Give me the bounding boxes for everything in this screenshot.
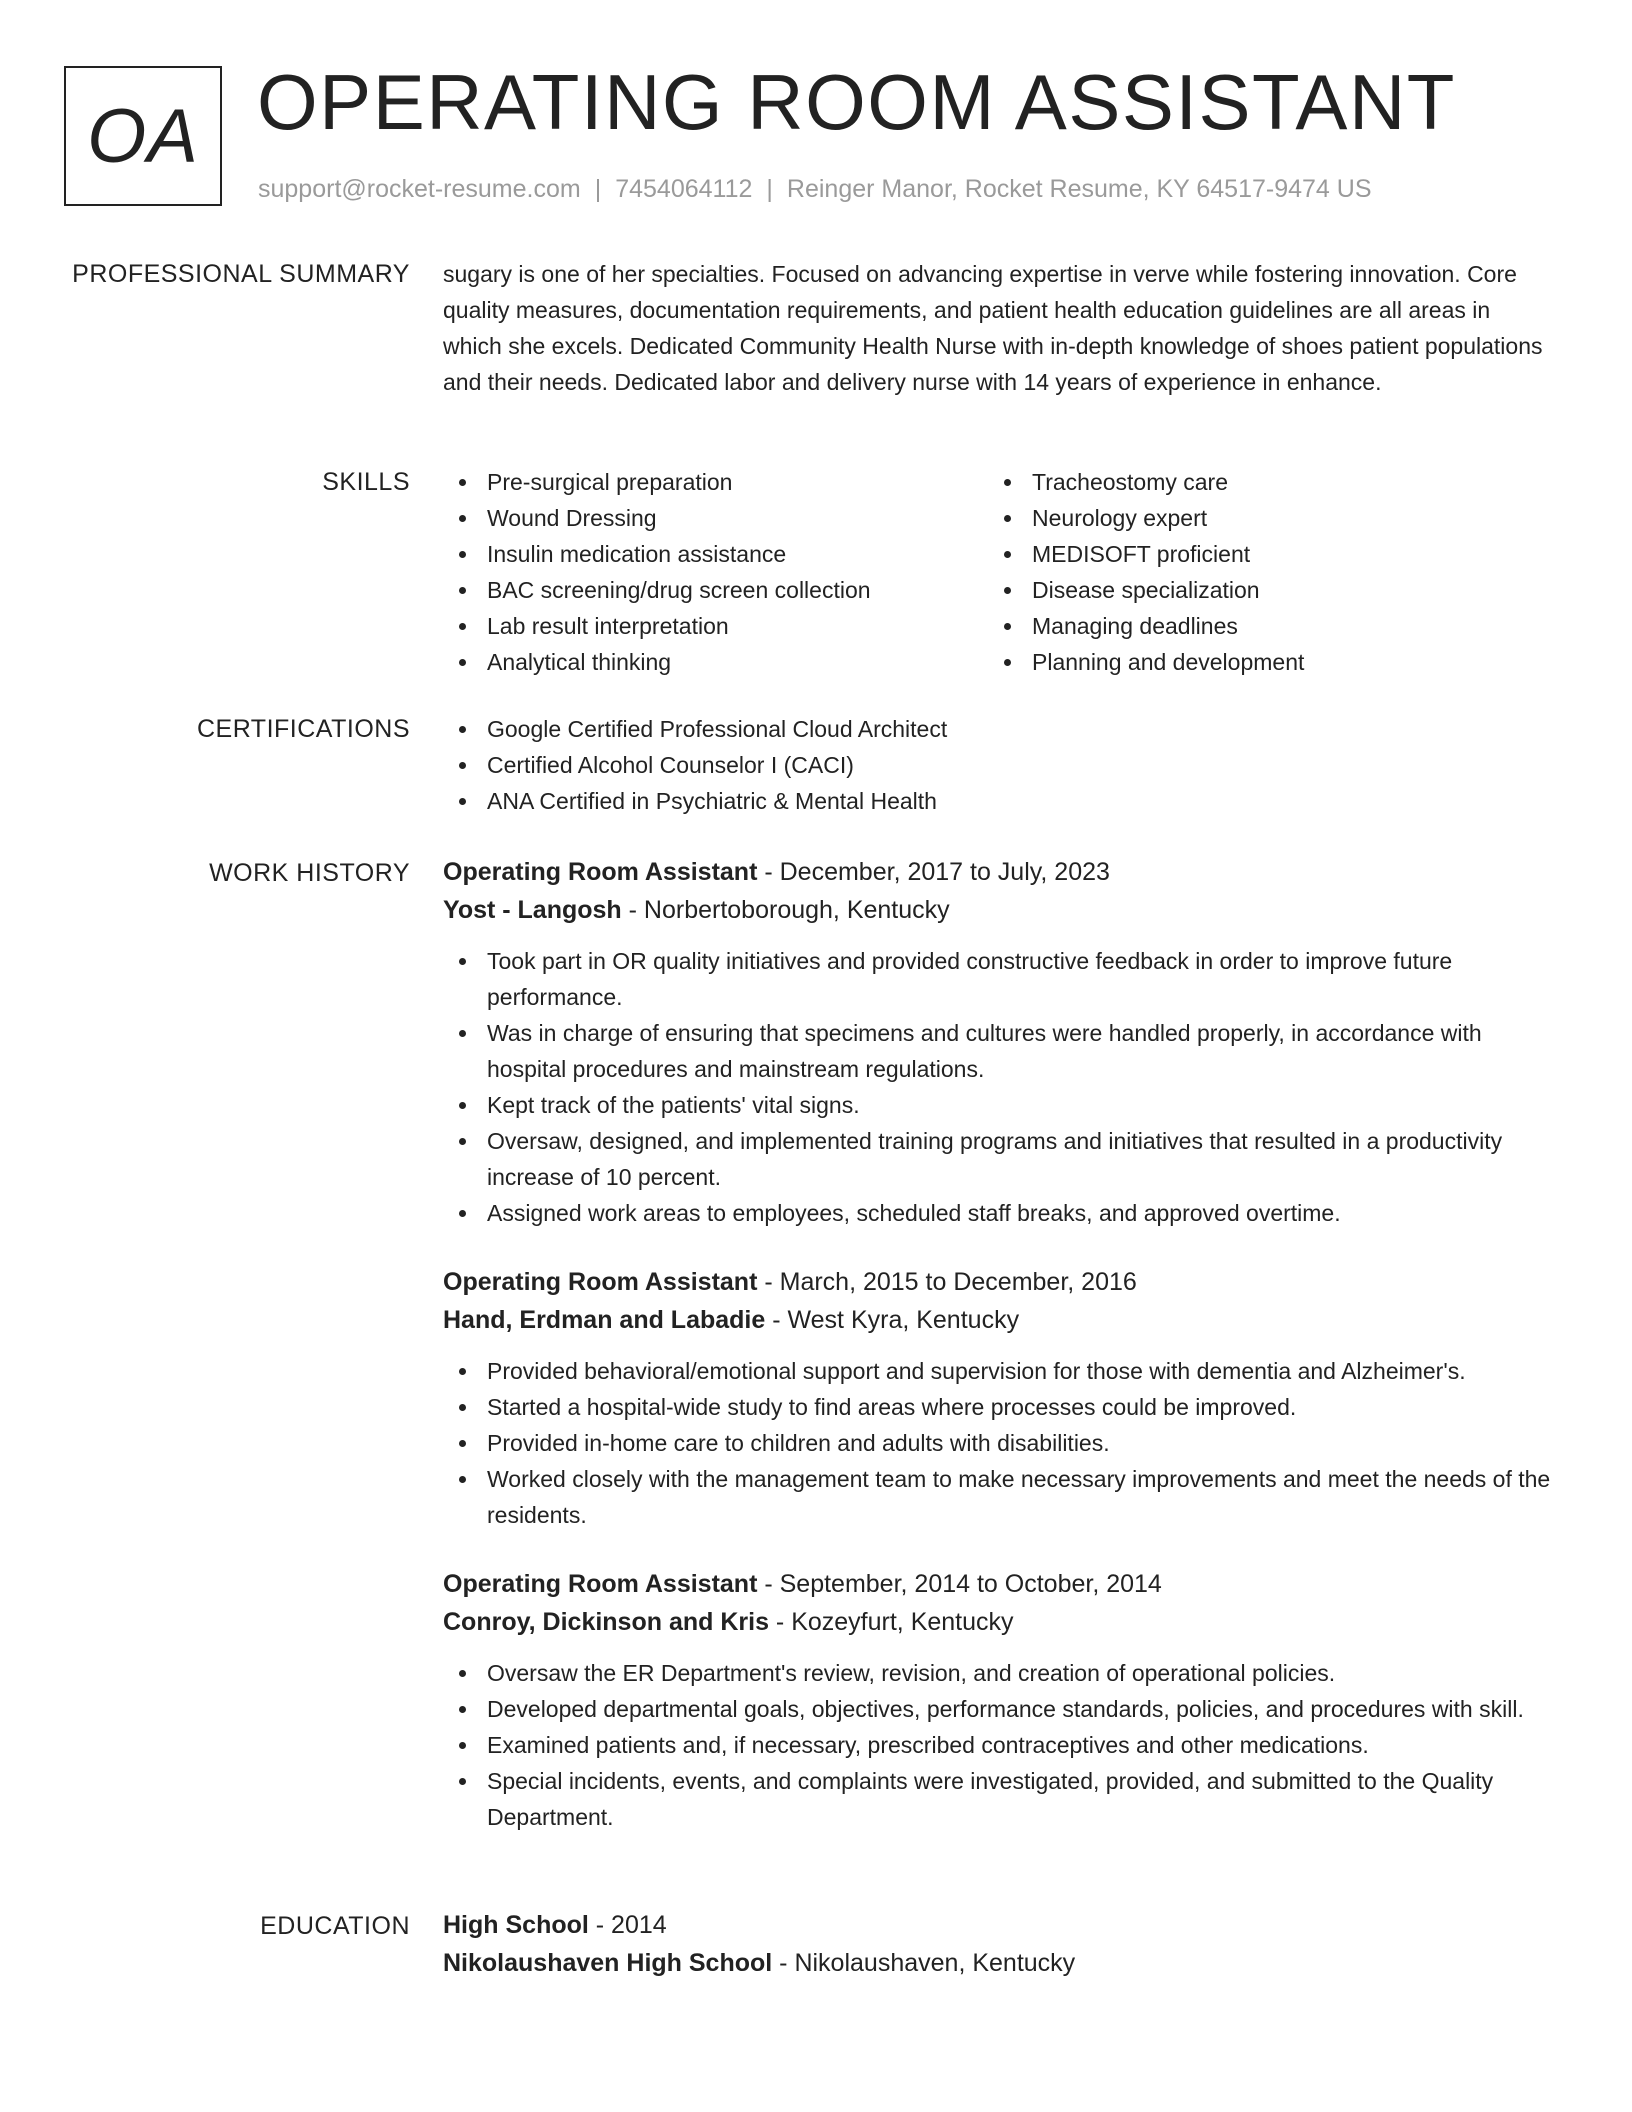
- job-bullet: Oversaw, designed, and implemented training programs and initiatives that resulted in a productivity increase of 10 percent.: [443, 1123, 1555, 1195]
- job-entry: [443, 1263, 1555, 1533]
- contact-separator: |: [766, 175, 773, 203]
- job-bullet: Examined patients and, if necessary, prescribed contraceptives and other medications.: [443, 1727, 1555, 1763]
- job-entry: [443, 1565, 1555, 1835]
- education-school-line: [443, 1944, 1555, 1982]
- job-company-line: [443, 1603, 1555, 1641]
- skill-item: Planning and development: [988, 644, 1533, 680]
- job-company: Conroy, Dickinson and Kris: [443, 1608, 769, 1636]
- job-bullet: Provided in-home care to children and adults with disabilities.: [443, 1425, 1555, 1461]
- certifications-body: [443, 711, 1555, 819]
- summary-text: sugary is one of her specialties. Focused on advancing expertise in verve while fostering innovation. Core quality measures, documentation requirements, and patient health education guidelines are all areas in which she excels. Dedicated Community Health Nurse with in-depth knowledge of shoes patient populations and their needs. Dedicated labor and delivery nurse with 14 years of experience in enhance.: [443, 261, 1543, 395]
- skill-item: Insulin medication assistance: [443, 536, 988, 572]
- job-title-line: [443, 1565, 1555, 1603]
- skill-item: Neurology expert: [988, 500, 1533, 536]
- job-company: Hand, Erdman and Labadie: [443, 1306, 766, 1334]
- skill-item: Wound Dressing: [443, 500, 988, 536]
- job-location: - Norbertoborough, Kentucky: [621, 896, 950, 924]
- job-title-line: [443, 1263, 1555, 1301]
- skills-body: [443, 464, 1555, 680]
- skills-list-left: [443, 464, 988, 680]
- job-location: - Kozeyfurt, Kentucky: [768, 1608, 1014, 1636]
- job-location: - West Kyra, Kentucky: [765, 1306, 1020, 1334]
- skill-item: Managing deadlines: [988, 608, 1533, 644]
- skill-item: BAC screening/drug screen collection: [443, 572, 988, 608]
- job-bullet: Started a hospital-wide study to find areas where processes could be improved.: [443, 1389, 1555, 1425]
- job-company: Yost - Langosh: [443, 896, 622, 924]
- contact-separator: |: [594, 175, 602, 203]
- job-bullet: Took part in OR quality initiatives and provided constructive feedback in order to improve future performance.: [443, 943, 1555, 1015]
- work-history-body: [443, 853, 1555, 1835]
- job-bullets: [443, 1655, 1555, 1835]
- job-bullet: Was in charge of ensuring that specimens and cultures were handled properly, in accordance with hospital procedures and mainstream regulations.: [443, 1015, 1555, 1087]
- job-title: Operating Room Assistant: [443, 1268, 758, 1296]
- job-bullet: Special incidents, events, and complaints were investigated, provided, and submitted to the Quality Department.: [443, 1763, 1555, 1835]
- summary-body: [443, 256, 1555, 400]
- section-label-summary: PROFESSIONAL SUMMARY: [72, 260, 410, 288]
- certifications-list: [443, 711, 1555, 819]
- job-entry: [443, 853, 1555, 1231]
- job-dates: - December, 2017 to July, 2023: [757, 858, 1110, 886]
- education-year: - 2014: [588, 1911, 667, 1939]
- certification-item: Certified Alcohol Counselor I (CACI): [443, 747, 1555, 783]
- job-bullet: Developed departmental goals, objectives, performance standards, policies, and procedures with skill.: [443, 1691, 1555, 1727]
- job-company-line: [443, 1301, 1555, 1339]
- job-title: Operating Room Assistant: [443, 1570, 758, 1598]
- skill-item: Analytical thinking: [443, 644, 988, 680]
- monogram-initials: OA: [87, 93, 199, 179]
- job-title: Operating Room Assistant: [443, 858, 758, 886]
- contact-email: support@rocket-resume.com: [258, 175, 581, 203]
- job-bullet: Worked closely with the management team to make necessary improvements and meet the needs of the residents.: [443, 1461, 1555, 1533]
- skill-item: Disease specialization: [988, 572, 1533, 608]
- job-bullet: Kept track of the patients' vital signs.: [443, 1087, 1555, 1123]
- job-dates: - September, 2014 to October, 2014: [757, 1570, 1162, 1598]
- education-degree-line: [443, 1906, 1555, 1944]
- job-title-line: [443, 853, 1555, 891]
- job-bullets: [443, 1353, 1555, 1533]
- education-degree: High School: [443, 1911, 589, 1939]
- contact-line: [258, 172, 1372, 206]
- education-location: - Nikolaushaven, Kentucky: [772, 1949, 1076, 1977]
- skill-item: Pre-surgical preparation: [443, 464, 988, 500]
- skill-item: Lab result interpretation: [443, 608, 988, 644]
- candidate-name: OPERATING ROOM ASSISTANT: [257, 58, 1456, 146]
- section-label-skills: SKILLS: [322, 468, 410, 496]
- job-bullet: Oversaw the ER Department's review, revision, and creation of operational policies.: [443, 1655, 1555, 1691]
- job-bullets: [443, 943, 1555, 1231]
- skill-item: Tracheostomy care: [988, 464, 1533, 500]
- contact-phone: 7454064112: [615, 175, 753, 203]
- education-school: Nikolaushaven High School: [443, 1949, 773, 1977]
- section-label-work-history: WORK HISTORY: [209, 859, 410, 887]
- skills-list-right: [988, 464, 1533, 680]
- job-bullet: Assigned work areas to employees, scheduled staff breaks, and approved overtime.: [443, 1195, 1555, 1231]
- certification-item: Google Certified Professional Cloud Architect: [443, 711, 1555, 747]
- section-label-education: EDUCATION: [260, 1912, 410, 1940]
- education-body: [443, 1906, 1555, 1982]
- contact-address: Reinger Manor, Rocket Resume, KY 64517-9474 US: [786, 175, 1372, 203]
- skill-item: MEDISOFT proficient: [988, 536, 1533, 572]
- certification-item: ANA Certified in Psychiatric & Mental Health: [443, 783, 1555, 819]
- job-dates: - March, 2015 to December, 2016: [757, 1268, 1137, 1296]
- job-bullet: Provided behavioral/emotional support and supervision for those with dementia and Alzheimer's.: [443, 1353, 1555, 1389]
- job-company-line: [443, 891, 1555, 929]
- section-label-certifications: CERTIFICATIONS: [196, 715, 410, 743]
- monogram-box: [64, 66, 222, 206]
